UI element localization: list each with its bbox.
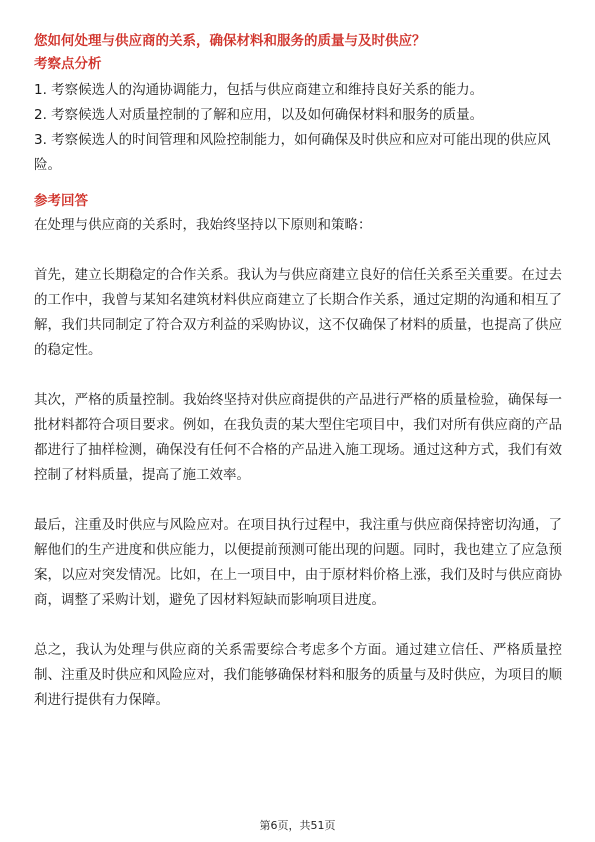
answer-intro: 在处理与供应商的关系时，我始终坚持以下原则和策略： <box>34 217 372 233</box>
analysis-item-1: 1. 考察候选人的沟通协调能力，包括与供应商建立和维持良好关系的能力。 <box>34 82 484 98</box>
question-heading: 您如何处理与供应商的关系，确保材料和服务的质量与及时供应？ <box>34 33 426 49</box>
answer-paragraph-2: 其次，严格的质量控制。我始终坚持对供应商提供的产品进行严格的质量检验，确保每一批材料都符合项目要求。例如，在我负责的某大型住宅项目中，我们对所有供应商的产品都进行了抽样检测，确保没有任何不合格的产品进入施工现场。通过这种方式，我们有效控制了材料质量，提高了施工效率。 <box>34 392 562 483</box>
analysis-list <box>34 78 562 178</box>
analysis-heading: 考察点分析 <box>34 56 102 72</box>
page-number: 第6页，共51页 <box>259 819 336 832</box>
answer-heading: 参考回答 <box>34 193 88 209</box>
answer-paragraph-1: 首先，建立长期稳定的合作关系。我认为与供应商建立良好的信任关系至关重要。在过去的工作中，我曾与某知名建筑材料供应商建立了长期合作关系，通过定期的沟通和相互了解，我们共同制定了符合双方利益的采购协议，这不仅确保了材料的质量，也提高了供应的稳定性。 <box>34 267 562 358</box>
analysis-item-2: 2. 考察候选人对质量控制的了解和应用，以及如何确保材料和服务的质量。 <box>34 107 484 123</box>
answer-paragraph-4: 总之，我认为处理与供应商的关系需要综合考虑多个方面。通过建立信任、严格质量控制、注重及时供应和风险应对，我们能够确保材料和服务的质量与及时供应，为项目的顺利进行提供有力保障。 <box>34 642 562 708</box>
document-page <box>34 30 562 713</box>
analysis-item-3: 3. 考察候选人的时间管理和风险控制能力，如何确保及时供应和应对可能出现的供应风险。 <box>34 132 551 173</box>
answer-paragraph-3: 最后，注重及时供应与风险应对。在项目执行过程中，我注重与供应商保持密切沟通，了解他们的生产进度和供应能力，以便提前预测可能出现的问题。同时，我也建立了应急预案，以应对突发情况。比如，在上一项目中，由于原材料价格上涨，我们及时与供应商协商，调整了采购计划，避免了因材料短缺而影响项目进度。 <box>34 517 562 608</box>
